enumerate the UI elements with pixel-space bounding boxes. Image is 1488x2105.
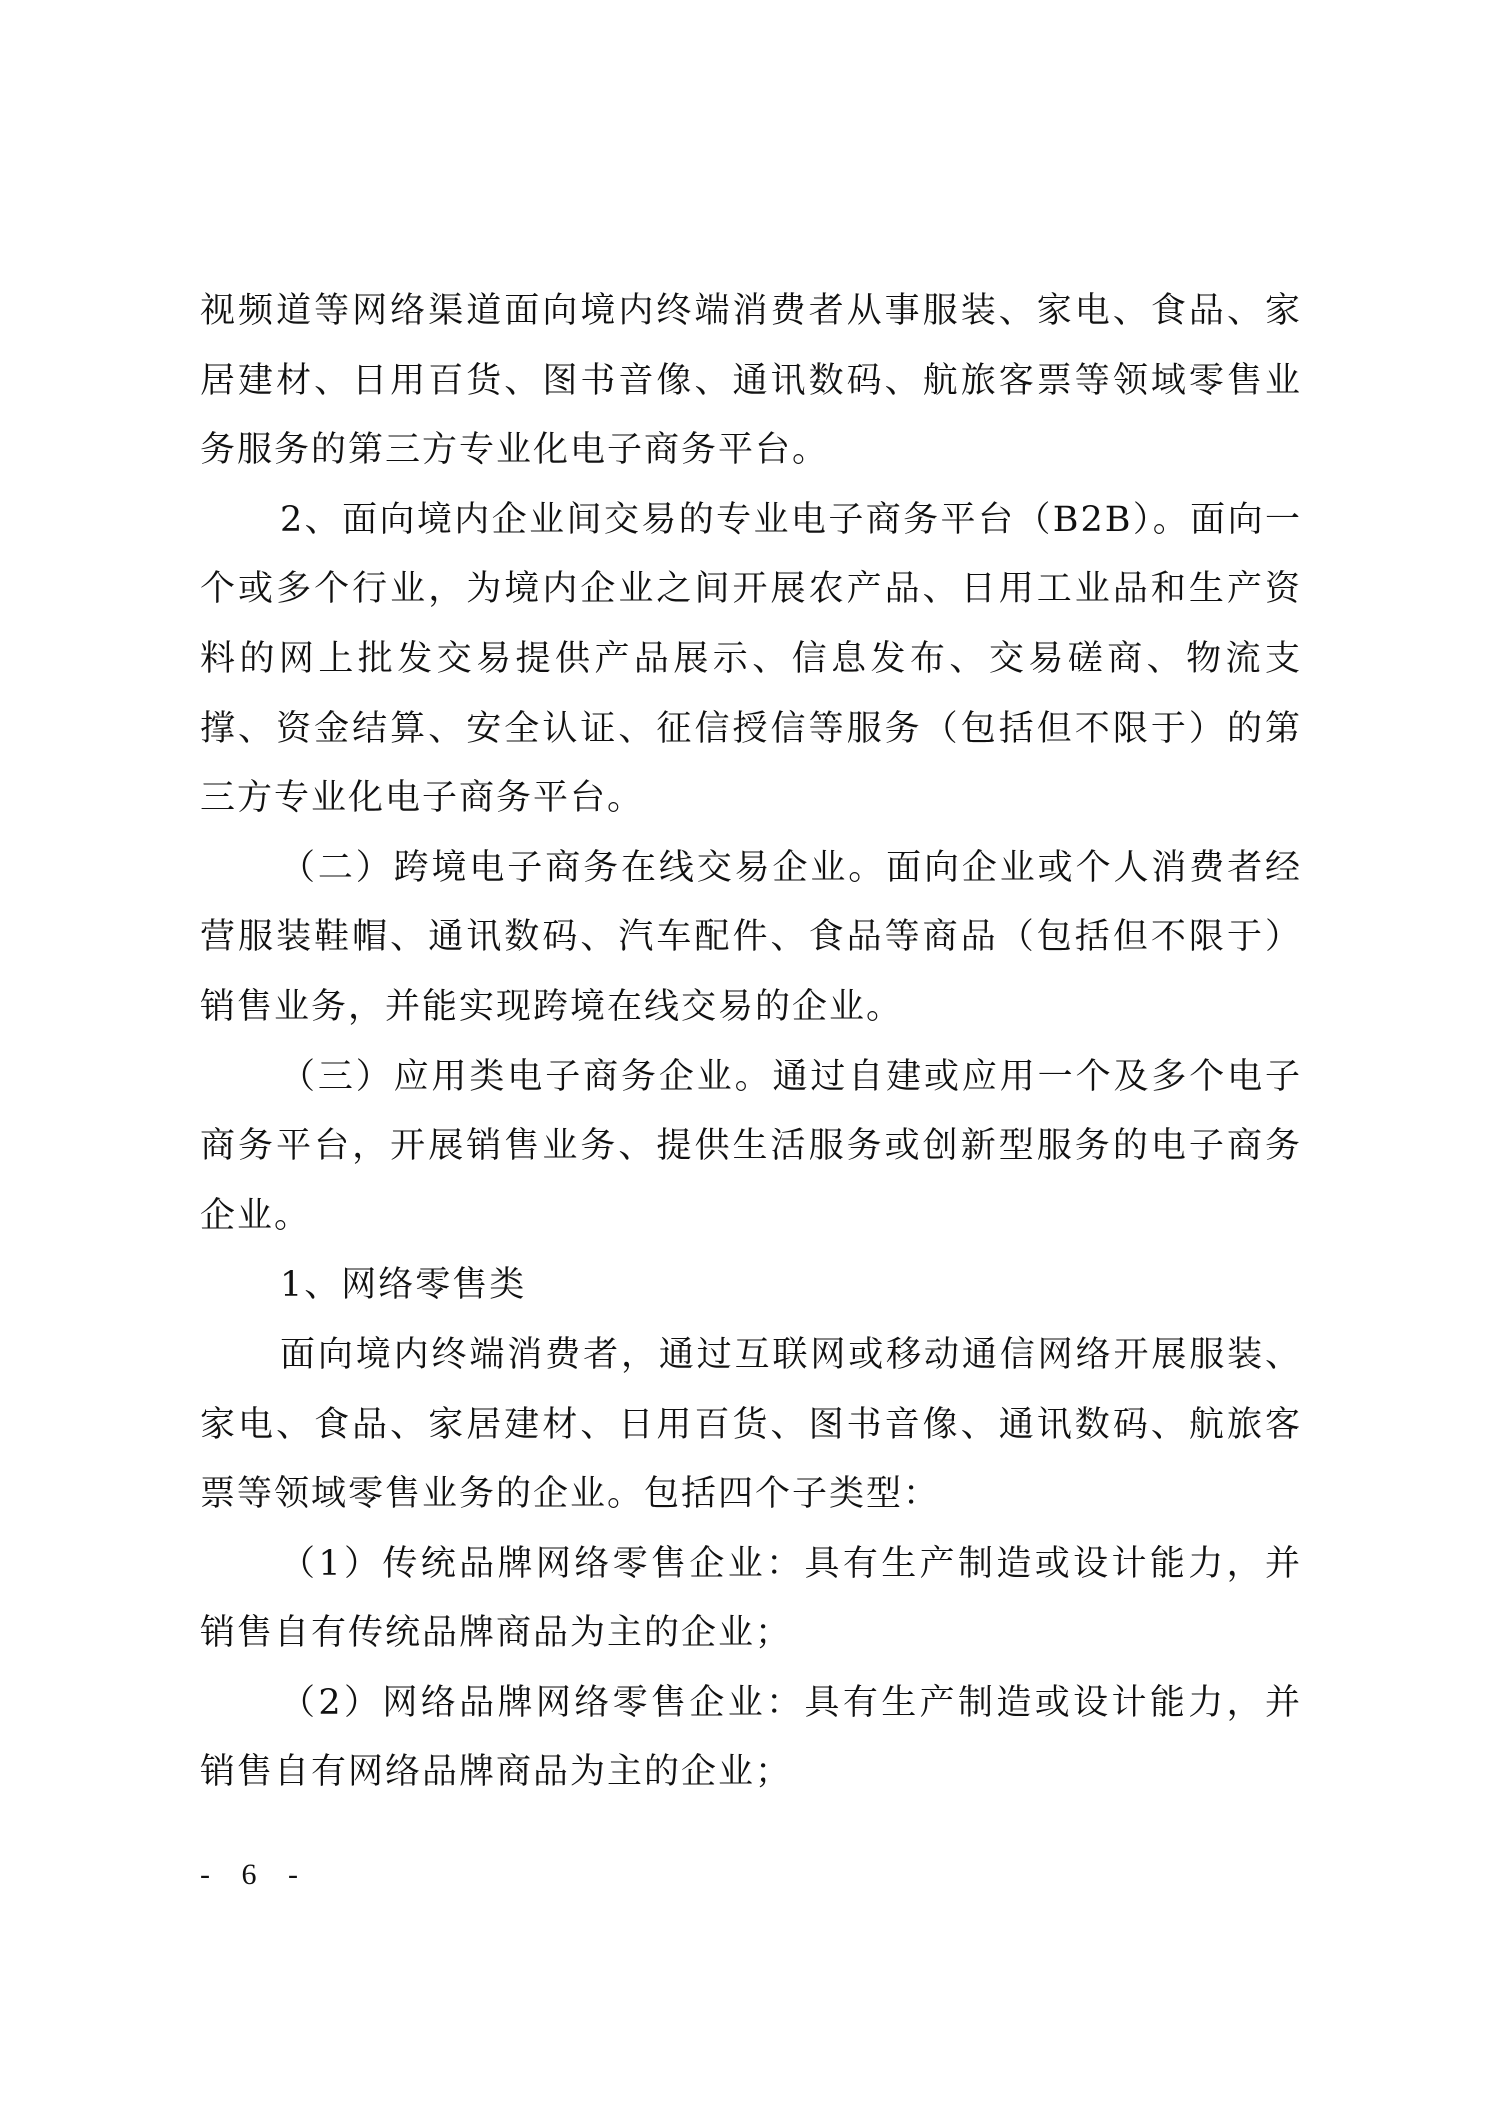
paragraph-cross-border: （二）跨境电子商务在线交易企业。面向企业或个人消费者经营服装鞋帽、通讯数码、汽车配件、食品等商品（包括但不限于）销售业务，并能实现跨境在线交易的企业。 [200, 847, 1302, 1027]
paragraph-network-brand: （2）网络品牌网络零售企业：具有生产制造或设计能力，并销售自有网络品牌商品为主的企业； [200, 1682, 1302, 1793]
body-text [200, 277, 1302, 1808]
paragraph-platform-b2c-continued: 视频道等网络渠道面向境内终端消费者从事服装、家电、食品、家居建材、日用百货、图书音像、通讯数码、航旅客票等领域零售业务服务的第三方专业化电子商务平台。 [200, 291, 1302, 471]
paragraph-b2b-platform: 2、面向境内企业间交易的专业电子商务平台（B2B）。面向一个或多个行业，为境内企业之间开展农产品、日用工业品和生产资料的网上批发交易提供产品展示、信息发布、交易磋商、物流支撑、资金结算、安全认证、征信授信等服务（包括但不限于）的第三方专业化电子商务平台。 [200, 499, 1302, 819]
page-number: - 6 - [200, 1858, 310, 1891]
paragraph-online-retail-desc: 面向境内终端消费者，通过互联网或移动通信网络开展服装、家电、食品、家居建材、日用百货、图书音像、通讯数码、航旅客票等领域零售业务的企业。包括四个子类型： [200, 1334, 1302, 1515]
paragraph-traditional-brand: （1）传统品牌网络零售企业：具有生产制造或设计能力，并销售自有传统品牌商品为主的企业； [200, 1543, 1302, 1654]
paragraph-application-ecommerce: （三）应用类电子商务企业。通过自建或应用一个及多个电子商务平台，开展销售业务、提供生活服务或创新型服务的电子商务企业。 [200, 1056, 1302, 1236]
heading-online-retail: 1、网络零售类 [280, 1265, 527, 1306]
